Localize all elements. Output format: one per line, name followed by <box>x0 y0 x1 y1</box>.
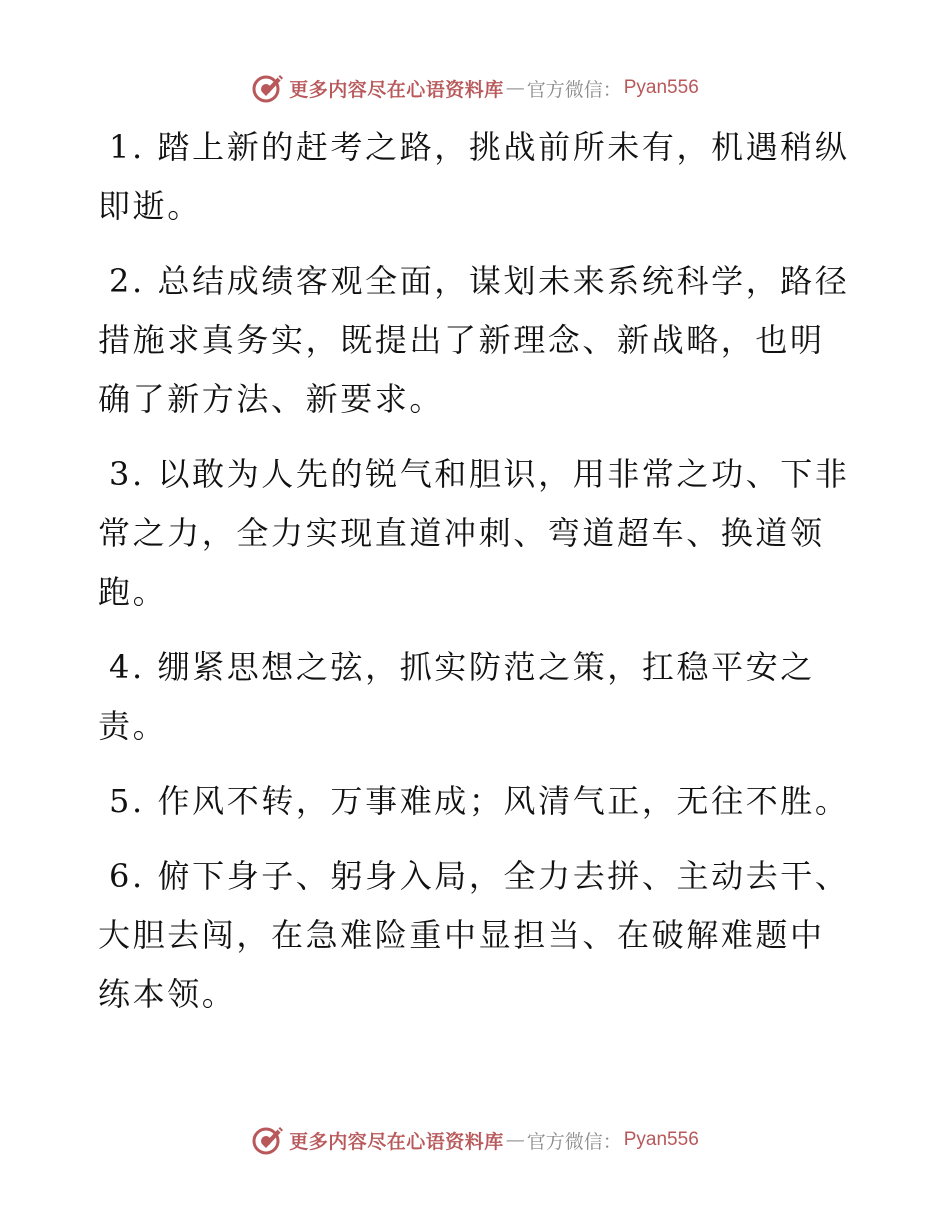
banner-main-text: 更多内容尽在心语资料库 <box>289 78 504 101</box>
list-item: 1. 踏上新的赶考之路，挑战前所未有，机遇稍纵即逝。 <box>98 128 850 225</box>
document-body <box>98 118 858 1040</box>
list-item: 6. 俯下身子、躬身入局，全力去拼、主动去干、大胆去闯，在急难险重中显担当、在破解难题中练本领。 <box>98 857 850 1013</box>
banner-sub-text: 官方微信： <box>526 1130 622 1153</box>
banner-wechat-id: Pyan556 <box>623 1129 699 1150</box>
pen-logo-icon <box>251 71 285 105</box>
header-watermark-banner <box>0 68 950 108</box>
list-item: 3. 以敢为人先的锐气和胆识，用非常之功、下非常之力，全力实现直道冲刺、弯道超车、换道领跑。 <box>98 455 850 611</box>
list-item: 4. 绷紧思想之弦，抓实防范之策，扛稳平安之责。 <box>98 648 815 745</box>
banner-main-text: 更多内容尽在心语资料库 <box>289 1130 504 1153</box>
footer-watermark-banner <box>0 1120 950 1160</box>
list-item: 2. 总结成绩客观全面，谋划未来系统科学，路径措施求真务实，既提出了新理念、新战略，也明确了新方法、新要求。 <box>98 262 850 418</box>
banner-sub-text: 官方微信： <box>526 78 622 101</box>
banner-text <box>289 1127 699 1154</box>
list-item: 5. 作风不转，万事难成；风清气正，无往不胜。 <box>109 782 850 820</box>
banner-text <box>289 75 699 102</box>
banner-dash: — <box>505 1129 525 1151</box>
pen-logo-icon <box>251 1123 285 1157</box>
banner-dash: — <box>505 77 525 99</box>
banner-wechat-id: Pyan556 <box>623 77 699 98</box>
